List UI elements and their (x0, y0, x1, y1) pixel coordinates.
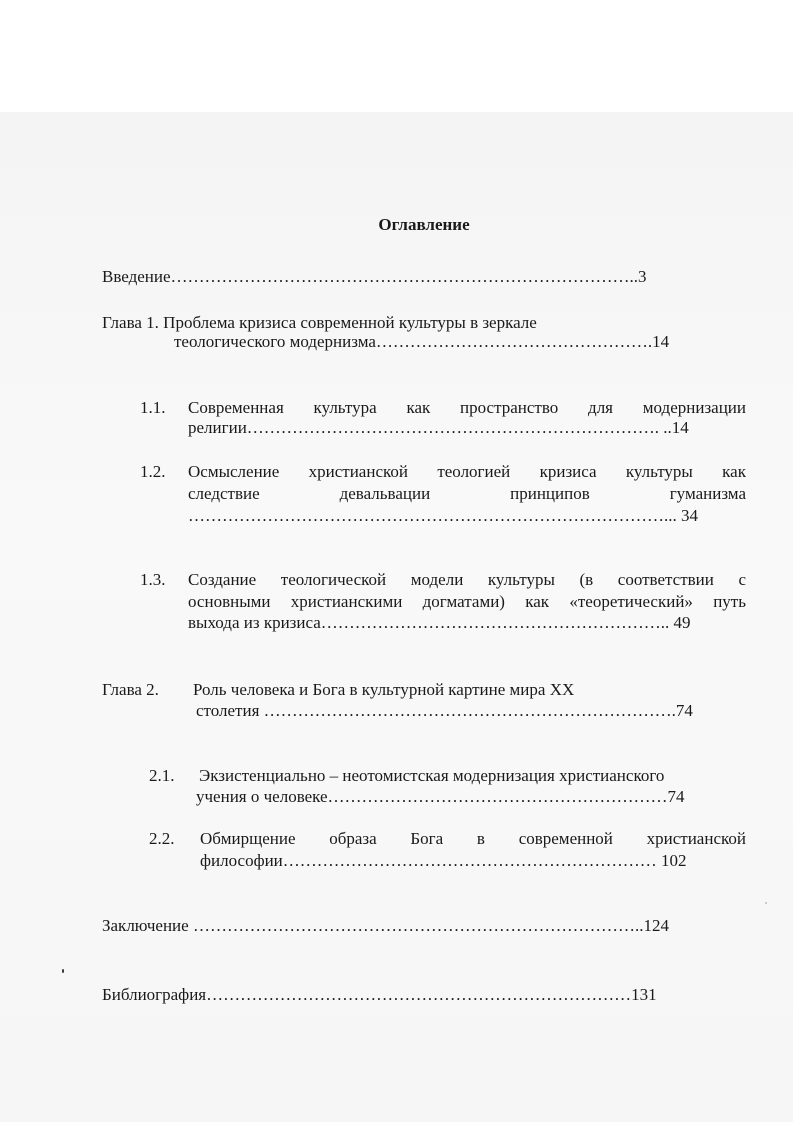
toc-entry-1-2-line-2: следствие девальвации принципов гуманизма (188, 484, 746, 503)
toc-entry-1-1-line-2: религии………………………………………………………………. ..14 (188, 418, 689, 437)
toc-entry-1-3-line-3: выхода из кризиса…………………………………………………….. 49 (188, 613, 691, 632)
toc-entry-chapter-2: Роль человека и Бога в культурной картине мира XX (193, 680, 575, 699)
toc-entry-2-1-line-2: учения о человеке……………………………………………………74 (196, 787, 685, 806)
toc-number-1-1: 1.1. (140, 398, 166, 417)
toc-number-2-2: 2.2. (149, 829, 175, 848)
toc-entry-bibliography: Библиография…………………………………………………………………131 (102, 985, 657, 1004)
toc-number-1-3: 1.3. (140, 570, 166, 589)
toc-entry-introduction: Введение………………………………………………………………………..3 (102, 267, 647, 286)
toc-entry-1-2-line-3: …………………………………………………………………………... 34 (188, 506, 698, 525)
scan-speck (62, 969, 64, 973)
toc-number-1-2: 1.2. (140, 462, 166, 481)
toc-number-2-1: 2.1. (149, 766, 175, 785)
toc-entry-chapter-2-line-2: столетия ……………………………………………………………….74 (196, 701, 693, 720)
toc-label-chapter-2: Глава 2. (102, 680, 159, 699)
toc-entry-conclusion: Заключение ……………………………………………………………………..124 (102, 916, 669, 935)
toc-entry-1-2: Осмысление христианской теологией кризиса культуры как (188, 462, 746, 481)
page-title: Оглавление (378, 215, 470, 234)
toc-entry-1-1: Современная культура как пространство для модернизации (188, 398, 746, 417)
toc-entry-2-1: Экзистенциально – неотомистская модернизация христианского (199, 766, 665, 785)
toc-entry-chapter-1-line-2: теологического модернизма………………………………………….14 (174, 332, 670, 351)
toc-entry-1-3-line-2: основными христианскими догматами) как «теоретический» путь (188, 592, 746, 611)
toc-entry-2-2: Обмирщение образа Бога в современной христианской (200, 829, 746, 848)
toc-entry-1-3: Создание теологической модели культуры (в соответствии с (188, 570, 746, 589)
toc-entry-chapter-1: Глава 1. Проблема кризиса современной культуры в зеркале (102, 313, 537, 332)
toc-entry-2-2-line-2: философии………………………………………………………… 102 (200, 851, 687, 870)
scan-speck (765, 902, 767, 904)
